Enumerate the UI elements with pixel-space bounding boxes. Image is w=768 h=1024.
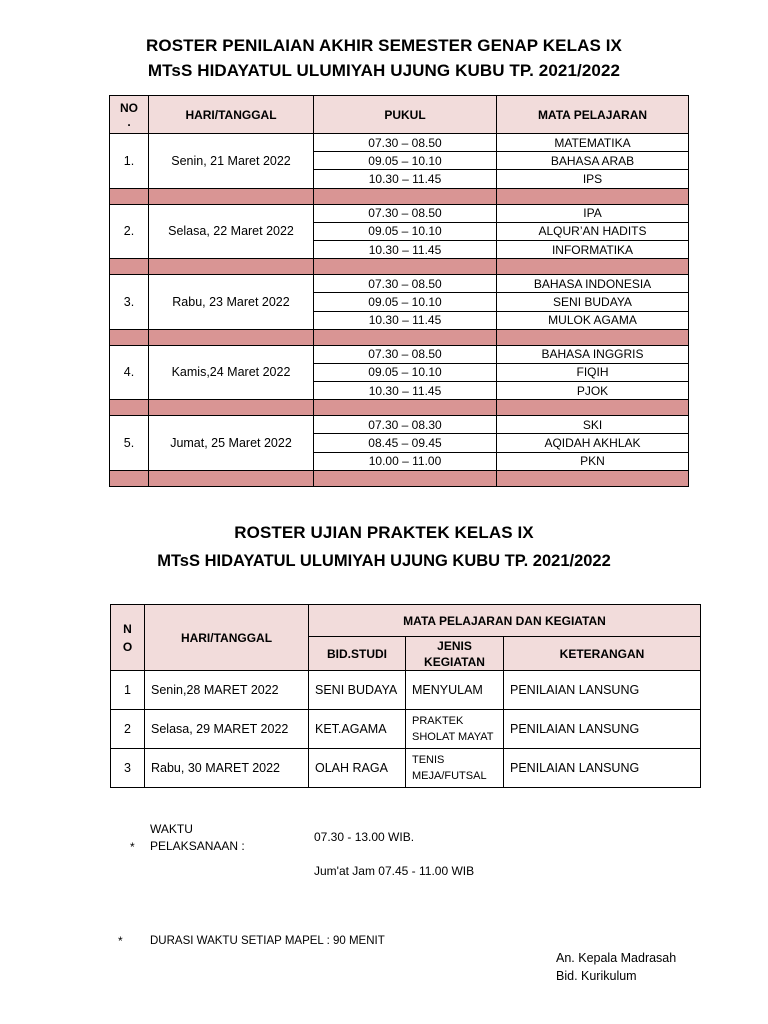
session-subject: IPA (497, 204, 689, 222)
row-keterangan: PENILAIAN LANSUNG (504, 749, 701, 788)
note-durasi: DURASI WAKTU SETIAP MAPEL : 90 MENIT (150, 935, 385, 947)
separator-cell (149, 188, 314, 204)
row-number: 1 (111, 671, 145, 710)
session-time: 09.05 – 10.10 (314, 152, 497, 170)
note-waktu-value-1: 07.30 - 13.00 WIB. (314, 830, 415, 844)
row-jenis-kegiatan: PRAKTEK SHOLAT MAYAT (406, 710, 504, 749)
praktek-row (111, 710, 701, 749)
session-subject: AQIDAH AKHLAK (497, 434, 689, 452)
row-number: 3 (111, 749, 145, 788)
session-time: 07.30 – 08.50 (314, 134, 497, 152)
schedule-row (110, 134, 689, 152)
session-subject: SENI BUDAYA (497, 293, 689, 311)
session-subject: MULOK AGAMA (497, 311, 689, 329)
row-keterangan: PENILAIAN LANSUNG (504, 710, 701, 749)
session-time: 07.30 – 08.50 (314, 345, 497, 363)
header-mata-pelajaran-kegiatan: MATA PELAJARAN DAN KEGIATAN (309, 605, 701, 637)
day-date: Jumat, 25 Maret 2022 (149, 416, 314, 471)
signature-line2: Bid. Kurikulum (556, 969, 637, 983)
separator-cell (110, 329, 149, 345)
row-date: Rabu, 30 MARET 2022 (145, 749, 309, 788)
separator-cell (497, 329, 689, 345)
separator-cell (314, 329, 497, 345)
header-keterangan: KETERANGAN (504, 637, 701, 671)
session-subject: FIQIH (497, 363, 689, 381)
day-date: Kamis,24 Maret 2022 (149, 345, 314, 400)
header-mata-pelajaran: MATA PELAJARAN (497, 96, 689, 134)
header-jenis-kegiatan: JENIS KEGIATAN (406, 637, 504, 671)
session-subject: BAHASA ARAB (497, 152, 689, 170)
schedule-row (110, 416, 689, 434)
session-time: 09.05 – 10.10 (314, 293, 497, 311)
row-date: Selasa, 29 MARET 2022 (145, 710, 309, 749)
session-subject: BAHASA INDONESIA (497, 275, 689, 293)
row-bid-studi: KET.AGAMA (309, 710, 406, 749)
session-subject: ALQUR’AN HADITS (497, 222, 689, 240)
praktek-row (111, 671, 701, 710)
roster-praktek-title-line1: ROSTER UJIAN PRAKTEK KELAS IX (234, 523, 534, 542)
day-number: 1. (110, 134, 149, 189)
day-number: 3. (110, 275, 149, 330)
header-hari-tanggal: HARI/TANGGAL (145, 605, 309, 671)
roster-praktek-title-line2: MTsS HIDAYATUL ULUMIYAH UJUNG KUBU TP. 2021/2022 (157, 552, 611, 570)
day-separator-row (110, 188, 689, 204)
session-time: 10.00 – 11.00 (314, 452, 497, 470)
session-time: 10.30 – 11.45 (314, 382, 497, 400)
schedule-row (110, 275, 689, 293)
row-bid-studi: SENI BUDAYA (309, 671, 406, 710)
separator-cell (149, 470, 314, 486)
roster-pas-title-line2: MTsS HIDAYATUL ULUMIYAH UJUNG KUBU TP. 2021/2022 (147, 61, 621, 80)
row-jenis-kegiatan: MENYULAM (406, 671, 504, 710)
separator-cell (314, 470, 497, 486)
separator-cell (149, 329, 314, 345)
header-hari-tanggal: HARI/TANGGAL (149, 96, 314, 134)
schedule-row (110, 204, 689, 222)
session-time: 10.30 – 11.45 (314, 170, 497, 188)
separator-cell (314, 188, 497, 204)
session-subject: INFORMATIKA (497, 240, 689, 258)
separator-cell (110, 188, 149, 204)
session-time: 10.30 – 11.45 (314, 311, 497, 329)
day-number: 2. (110, 204, 149, 259)
separator-cell (497, 400, 689, 416)
header-no: NO . (110, 96, 149, 134)
day-separator-row (110, 470, 689, 486)
separator-cell (497, 259, 689, 275)
session-subject: MATEMATIKA (497, 134, 689, 152)
session-time: 10.30 – 11.45 (314, 240, 497, 258)
session-subject: PKN (497, 452, 689, 470)
day-separator-row (110, 259, 689, 275)
day-date: Rabu, 23 Maret 2022 (149, 275, 314, 330)
session-time: 07.30 – 08.50 (314, 275, 497, 293)
note-waktu-label-1: WAKTU (150, 822, 193, 836)
separator-cell (149, 400, 314, 416)
row-jenis-kegiatan: TENIS MEJA/FUTSAL (406, 749, 504, 788)
session-time: 07.30 – 08.30 (314, 416, 497, 434)
separator-cell (314, 400, 497, 416)
header-pukul: PUKUL (314, 96, 497, 134)
separator-cell (497, 188, 689, 204)
day-number: 4. (110, 345, 149, 400)
note-bullet-waktu: * (130, 840, 135, 854)
session-time: 09.05 – 10.10 (314, 363, 497, 381)
row-number: 2 (111, 710, 145, 749)
roster-praktek-table (110, 604, 701, 788)
schedule-row (110, 345, 689, 363)
session-time: 08.45 – 09.45 (314, 434, 497, 452)
praktek-row (111, 749, 701, 788)
row-date: Senin,28 MARET 2022 (145, 671, 309, 710)
signature-line1: An. Kepala Madrasah (556, 951, 677, 965)
separator-cell (110, 259, 149, 275)
session-time: 07.30 – 08.50 (314, 204, 497, 222)
header-no: N O (111, 605, 145, 671)
day-date: Selasa, 22 Maret 2022 (149, 204, 314, 259)
session-subject: SKI (497, 416, 689, 434)
separator-cell (110, 400, 149, 416)
note-waktu-value-2: Jum'at Jam 07.45 - 11.00 WIB (314, 864, 475, 878)
roster-pas-title-line1: ROSTER PENILAIAN AKHIR SEMESTER GENAP KELAS IX (146, 36, 622, 55)
note-waktu-label-2: PELAKSANAAN : (150, 839, 245, 853)
separator-cell (497, 470, 689, 486)
roster-pas-table (109, 95, 689, 487)
session-subject: IPS (497, 170, 689, 188)
row-keterangan: PENILAIAN LANSUNG (504, 671, 701, 710)
day-date: Senin, 21 Maret 2022 (149, 134, 314, 189)
session-subject: PJOK (497, 382, 689, 400)
separator-cell (149, 259, 314, 275)
day-separator-row (110, 400, 689, 416)
separator-cell (110, 470, 149, 486)
row-bid-studi: OLAH RAGA (309, 749, 406, 788)
header-bid-studi: BID.STUDI (309, 637, 406, 671)
session-time: 09.05 – 10.10 (314, 222, 497, 240)
day-number: 5. (110, 416, 149, 471)
day-separator-row (110, 329, 689, 345)
separator-cell (314, 259, 497, 275)
session-subject: BAHASA INGGRIS (497, 345, 689, 363)
note-bullet-durasi: * (118, 934, 123, 948)
